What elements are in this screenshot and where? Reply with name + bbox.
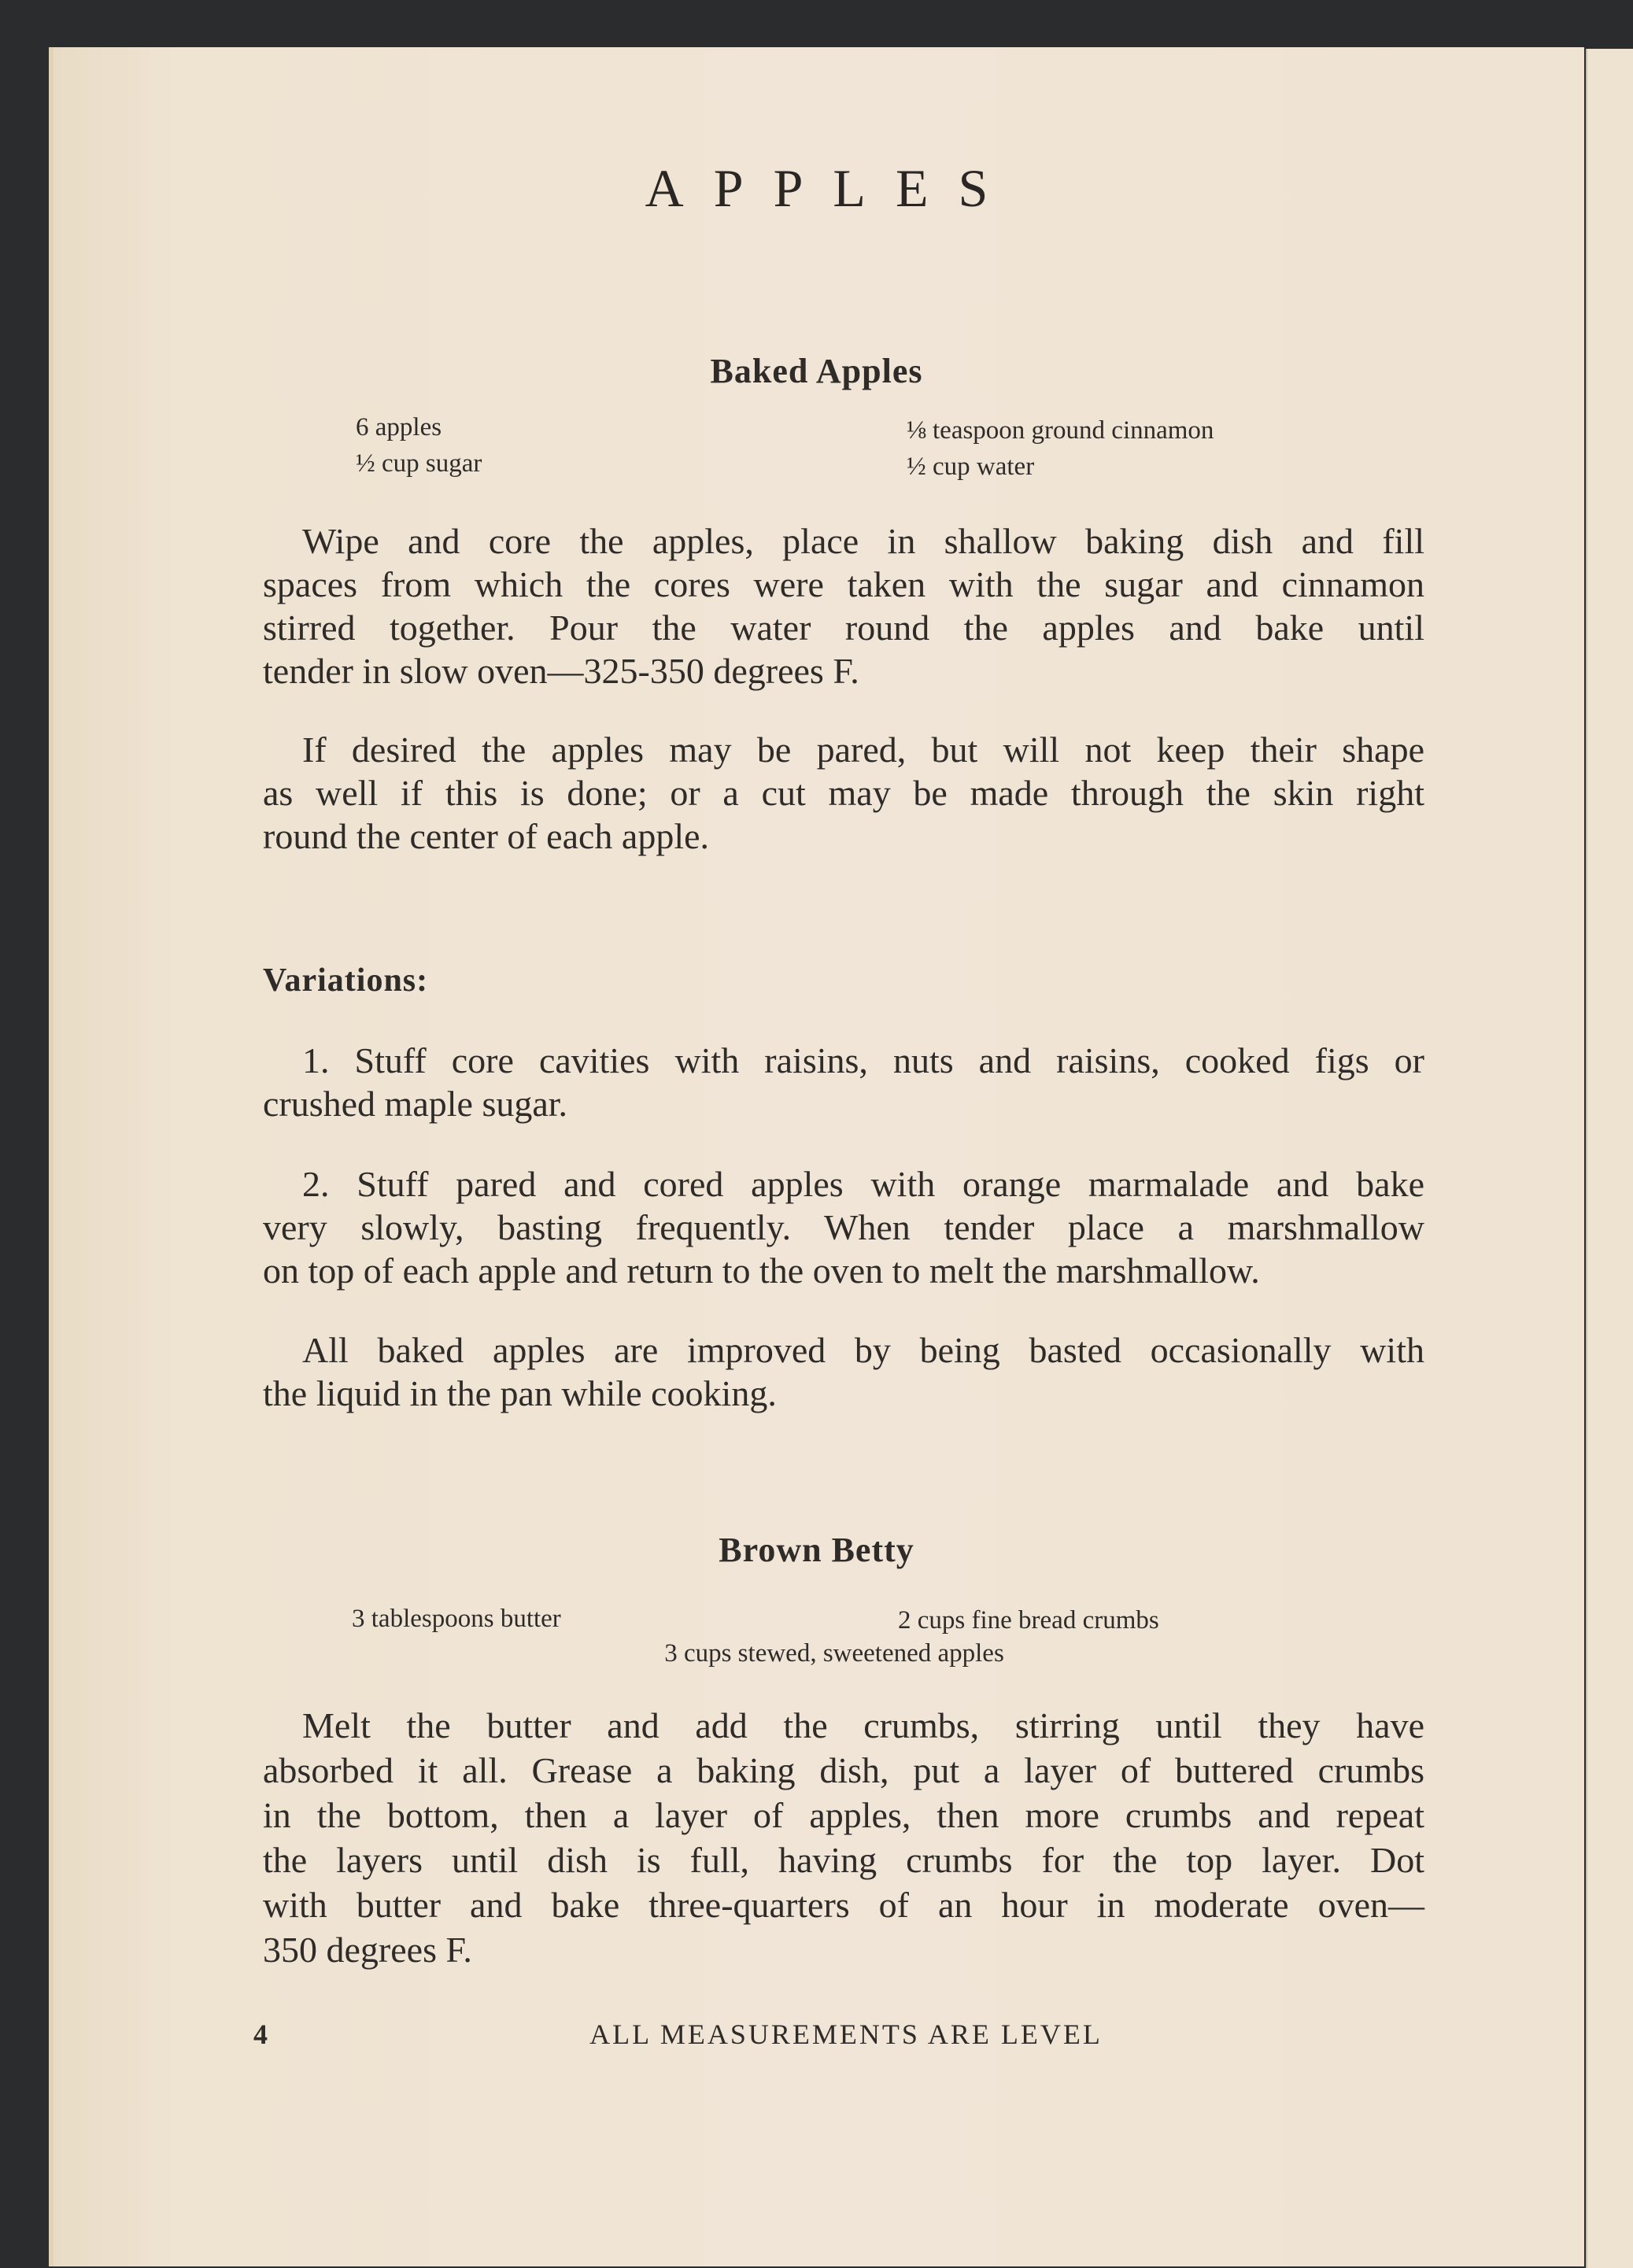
ingredient: 3 tablespoons butter — [352, 1605, 561, 1633]
paragraph — [263, 519, 1424, 693]
variation-item-2 — [263, 1162, 1424, 1292]
paragraph — [263, 1703, 1424, 1972]
ingredient: ½ cup sugar — [356, 449, 482, 478]
text-line: on top of each apple and return to the oven to melt the marshmallow. — [263, 1250, 1260, 1291]
ingredient: ½ cup water — [907, 452, 1035, 481]
text-line: the liquid in the pan while cooking. — [263, 1373, 777, 1413]
ingredient: 3 cups stewed, sweetened apples — [664, 1639, 1004, 1668]
ingredient: ⅛ teaspoon ground cinnamon — [907, 416, 1214, 445]
text-line: tender in slow oven—325-350 degrees F. — [263, 651, 859, 691]
text-line: absorbed it all. Grease a baking dish, put a layer of buttered crumbs — [263, 1750, 1424, 1790]
text-line: as well if this is done; or a cut may be made through the skin right — [263, 773, 1424, 813]
page-number: 4 — [253, 2019, 270, 2050]
text-line: round the center of each apple. — [263, 816, 710, 856]
text-line: Wipe and core the apples, place in shallow baking dish and fill — [302, 521, 1424, 561]
page-title: APPLES — [645, 158, 1018, 218]
text-line: 350 degrees F. — [263, 1930, 472, 1970]
text-line: very slowly, basting frequently. When tender place a marshmallow — [263, 1207, 1424, 1247]
text-line: 1. Stuff core cavities with raisins, nuts and raisins, cooked figs or — [302, 1040, 1424, 1080]
text-line: 2. Stuff pared and cored apples with orange marmalade and bake — [302, 1164, 1424, 1204]
text-line: in the bottom, then a layer of apples, then more crumbs and repeat — [263, 1795, 1424, 1835]
text-line: spaces from which the cores were taken with the sugar and cinnamon — [263, 564, 1424, 604]
ingredients-left — [356, 409, 482, 482]
text-line: All baked apples are improved by being basted occasionally with — [302, 1330, 1424, 1370]
variation-item-1 — [263, 1039, 1424, 1125]
text-line: the layers until dish is full, having crumbs for the top layer. Dot — [263, 1840, 1424, 1880]
text-line: with butter and bake three-quarters of an hour in moderate oven— — [263, 1885, 1424, 1925]
footer-text: ALL MEASUREMENTS ARE LEVEL — [589, 2019, 1103, 2050]
ingredient: 2 cups fine bread crumbs — [898, 1606, 1159, 1635]
recipe-heading-baked-apples: Baked Apples — [710, 352, 923, 390]
text-line: Melt the butter and add the crumbs, stirring until they have — [302, 1705, 1424, 1745]
ingredient: 6 apples — [356, 413, 442, 441]
ingredients-right — [907, 412, 1214, 485]
text-line: crushed maple sugar. — [263, 1084, 568, 1124]
variation-note — [263, 1328, 1424, 1415]
text-line: If desired the apples may be pared, but will not keep their shape — [302, 730, 1424, 770]
variations-heading: Variations: — [263, 962, 429, 999]
recipe-heading-brown-betty: Brown Betty — [719, 1531, 914, 1569]
text-line: stirred together. Pour the water round the apples and bake until — [263, 608, 1424, 648]
paragraph — [263, 728, 1424, 858]
